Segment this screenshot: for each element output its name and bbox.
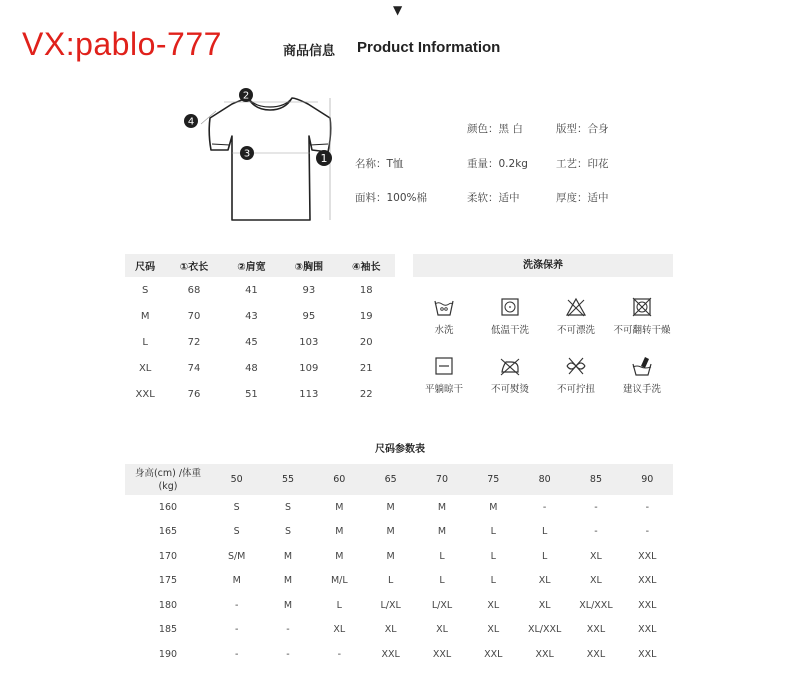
- size-header-cell: ③胸围: [280, 254, 337, 277]
- table-row: [125, 329, 395, 355]
- table-cell: XL: [590, 575, 602, 587]
- care-item-no-wring: [543, 355, 609, 395]
- table-cell: 22: [359, 388, 373, 400]
- watermark-text: VX:pablo-777: [22, 26, 222, 62]
- table-cell: 95: [302, 310, 316, 322]
- table-cell: XL/XXL: [527, 624, 562, 636]
- table-cell: S: [233, 526, 240, 538]
- info-name: 名称：T恤: [355, 158, 404, 170]
- table-cell: L/XL: [431, 599, 453, 611]
- care-label: 平躺晾干: [424, 384, 463, 395]
- size-measurement-table: [125, 254, 395, 407]
- hand-wash-icon: [433, 296, 455, 318]
- table-cell: M: [335, 501, 344, 513]
- info-color: 颜色：黑 白: [467, 123, 523, 135]
- table-cell: M: [283, 575, 293, 587]
- table-cell: 68: [187, 284, 201, 296]
- care-label: 不可漂洗: [556, 325, 595, 336]
- table-cell: 45: [245, 336, 258, 348]
- dry-clean-icon: [499, 296, 521, 318]
- svg-text:4: 4: [187, 116, 195, 128]
- table-cell: XL: [487, 624, 500, 636]
- table-cell: -: [234, 624, 239, 636]
- table-cell: M: [437, 501, 447, 513]
- weight-header: 90: [622, 464, 673, 495]
- weight-header: 55: [262, 464, 313, 495]
- table-cell: L: [490, 550, 496, 562]
- marker-3: [240, 146, 254, 160]
- table-row: [125, 544, 673, 569]
- info-fit: 版型：合身: [556, 123, 609, 135]
- table-cell: 21: [359, 362, 373, 374]
- table-cell: 93: [302, 284, 316, 296]
- table-row: [125, 355, 395, 381]
- table-cell: XL: [538, 599, 551, 611]
- marker-1: [316, 150, 332, 166]
- weight-header: 65: [365, 464, 416, 495]
- table-row: [125, 618, 673, 643]
- height-cell: 165: [158, 526, 178, 538]
- table-cell: 113: [299, 388, 319, 400]
- care-item-no-bleach: [543, 296, 609, 336]
- svg-text:1: 1: [320, 152, 328, 165]
- table-cell: M: [140, 310, 150, 322]
- table-cell: M: [437, 526, 447, 538]
- table-cell: M: [386, 550, 395, 562]
- svg-text:3: 3: [243, 148, 251, 160]
- table-cell: M: [386, 501, 395, 513]
- table-row: [125, 277, 395, 303]
- height-cell: 190: [158, 648, 178, 660]
- table-cell: XL: [590, 550, 602, 562]
- table-cell: XXL: [586, 624, 606, 636]
- table-cell: XL: [138, 362, 152, 374]
- table-cell: 18: [359, 284, 373, 296]
- table-cell: 103: [299, 336, 319, 348]
- height-cell: 170: [158, 550, 178, 562]
- table-cell: XL/XXL: [579, 599, 613, 611]
- size-chart-table: [125, 464, 673, 667]
- size-header-cell: ②肩宽: [223, 254, 280, 277]
- table-cell: M: [232, 575, 241, 587]
- no-wring-icon: [565, 355, 587, 377]
- table-cell: XL: [436, 624, 448, 636]
- table-cell: -: [286, 624, 290, 636]
- title-english: Product Information: [357, 39, 501, 56]
- table-cell: XL: [487, 599, 500, 611]
- info-fabric: 面料：100%棉: [355, 192, 428, 204]
- table-cell: L: [336, 599, 342, 611]
- table-cell: -: [594, 501, 598, 513]
- care-label: 不可翻转干燥: [613, 325, 671, 336]
- size-chart-title: 尺码参数表: [375, 444, 425, 455]
- height-cell: 185: [158, 624, 178, 636]
- tshirt-diagram: [180, 88, 350, 230]
- care-item-no-tumble-dry: [609, 296, 675, 336]
- care-item-dry-clean: [477, 296, 543, 336]
- table-cell: 109: [299, 362, 319, 374]
- care-label: 建议手洗: [622, 384, 661, 395]
- info-craft: 工艺：印花: [556, 158, 609, 170]
- table-cell: XXL: [638, 550, 657, 562]
- weight-header: 85: [570, 464, 621, 495]
- table-cell: M: [335, 550, 344, 562]
- corner-line-2: (kg): [158, 480, 178, 492]
- table-row: [125, 381, 395, 407]
- table-cell: -: [542, 501, 547, 513]
- table-cell: XXL: [381, 648, 400, 660]
- no-bleach-icon: [565, 296, 587, 318]
- marker-2: [239, 88, 253, 102]
- table-cell: 20: [359, 336, 373, 348]
- care-title: 洗涤保养: [413, 254, 673, 277]
- table-cell: XXL: [135, 388, 155, 400]
- care-item-hand-wash-recommended: [609, 355, 675, 395]
- table-cell: 51: [245, 388, 258, 400]
- marker-4: [184, 114, 198, 128]
- table-cell: L: [490, 575, 496, 587]
- size-header-cell: 尺码: [125, 254, 165, 277]
- size-table-header: [125, 254, 395, 277]
- height-cell: 160: [158, 501, 178, 513]
- table-cell: XXL: [638, 648, 657, 660]
- weight-header: 50: [211, 464, 262, 495]
- info-weight: 重量：0.2kg: [467, 158, 528, 170]
- care-label: 水洗: [434, 325, 454, 336]
- table-row: [125, 303, 395, 329]
- table-cell: L: [490, 526, 496, 538]
- table-cell: L: [439, 575, 445, 587]
- table-cell: 76: [187, 388, 201, 400]
- no-tumble-dry-icon: [631, 296, 653, 318]
- care-item-hand-wash: [411, 296, 477, 336]
- corner-line-1: 身高(cm) /体重: [134, 467, 202, 479]
- table-cell: -: [594, 526, 598, 538]
- size-header-cell: ④袖长: [338, 254, 395, 277]
- table-cell: L: [541, 550, 548, 562]
- table-cell: XXL: [432, 648, 452, 660]
- table-cell: M: [489, 501, 498, 513]
- table-cell: XL: [333, 624, 346, 636]
- table-cell: L: [541, 526, 548, 538]
- table-cell: M/L: [330, 575, 348, 587]
- care-item-dry-flat: [411, 355, 477, 395]
- chart-corner-header: [125, 464, 211, 495]
- care-label: 低温干洗: [490, 325, 529, 336]
- table-cell: L/XL: [380, 599, 401, 611]
- care-item-no-iron: [477, 355, 543, 395]
- table-cell: M: [283, 550, 293, 562]
- table-cell: -: [234, 648, 239, 660]
- table-cell: XXL: [484, 648, 503, 660]
- table-cell: XL: [384, 624, 397, 636]
- table-cell: S: [141, 284, 149, 296]
- table-row: [125, 593, 673, 618]
- table-cell: S: [233, 501, 240, 513]
- table-cell: -: [286, 648, 290, 660]
- top-marker-icon: ▼: [393, 3, 403, 17]
- weight-header: 70: [416, 464, 467, 495]
- table-cell: XXL: [638, 599, 657, 611]
- care-label: 不可熨烫: [490, 384, 529, 395]
- dry-flat-icon: [433, 355, 455, 377]
- table-cell: XXL: [638, 575, 657, 587]
- table-cell: -: [234, 599, 239, 611]
- no-iron-icon: [499, 355, 521, 377]
- weight-header: 80: [519, 464, 570, 495]
- size-header-cell: ①衣长: [165, 254, 222, 277]
- info-thickness: 厚度：适中: [556, 192, 609, 204]
- weight-header: 75: [468, 464, 519, 495]
- table-cell: -: [645, 501, 650, 513]
- weight-header: 60: [314, 464, 365, 495]
- care-label: 不可拧扭: [556, 384, 595, 395]
- height-cell: 175: [158, 575, 178, 587]
- table-cell: S/M: [227, 550, 246, 562]
- table-cell: XL: [538, 575, 551, 587]
- table-cell: 19: [359, 310, 373, 322]
- table-row: [125, 642, 673, 667]
- chart-header-row: [125, 464, 673, 495]
- table-cell: XXL: [638, 624, 657, 636]
- info-softness: 柔软：适中: [467, 192, 520, 204]
- table-row: [125, 520, 673, 545]
- table-cell: S: [284, 501, 291, 513]
- table-cell: XXL: [535, 648, 554, 660]
- table-cell: 43: [245, 310, 258, 322]
- height-cell: 180: [158, 599, 178, 611]
- table-cell: 74: [187, 362, 201, 374]
- table-cell: M: [335, 526, 344, 538]
- table-cell: 70: [187, 310, 201, 322]
- table-cell: 48: [245, 362, 258, 374]
- table-cell: 41: [245, 284, 258, 296]
- table-cell: 72: [187, 336, 201, 348]
- hand-wash-recommended-icon: [631, 355, 653, 377]
- table-row: [125, 495, 673, 520]
- table-row: [125, 569, 673, 594]
- table-cell: M: [386, 526, 395, 538]
- table-cell: -: [645, 526, 650, 538]
- svg-text:2: 2: [242, 90, 250, 102]
- table-cell: L: [388, 575, 394, 587]
- table-cell: M: [283, 599, 293, 611]
- table-cell: S: [284, 526, 291, 538]
- table-cell: L: [439, 550, 445, 562]
- table-cell: L: [142, 336, 148, 348]
- table-cell: XXL: [586, 648, 606, 660]
- table-cell: -: [337, 648, 342, 660]
- title-chinese: 商品信息: [283, 44, 336, 59]
